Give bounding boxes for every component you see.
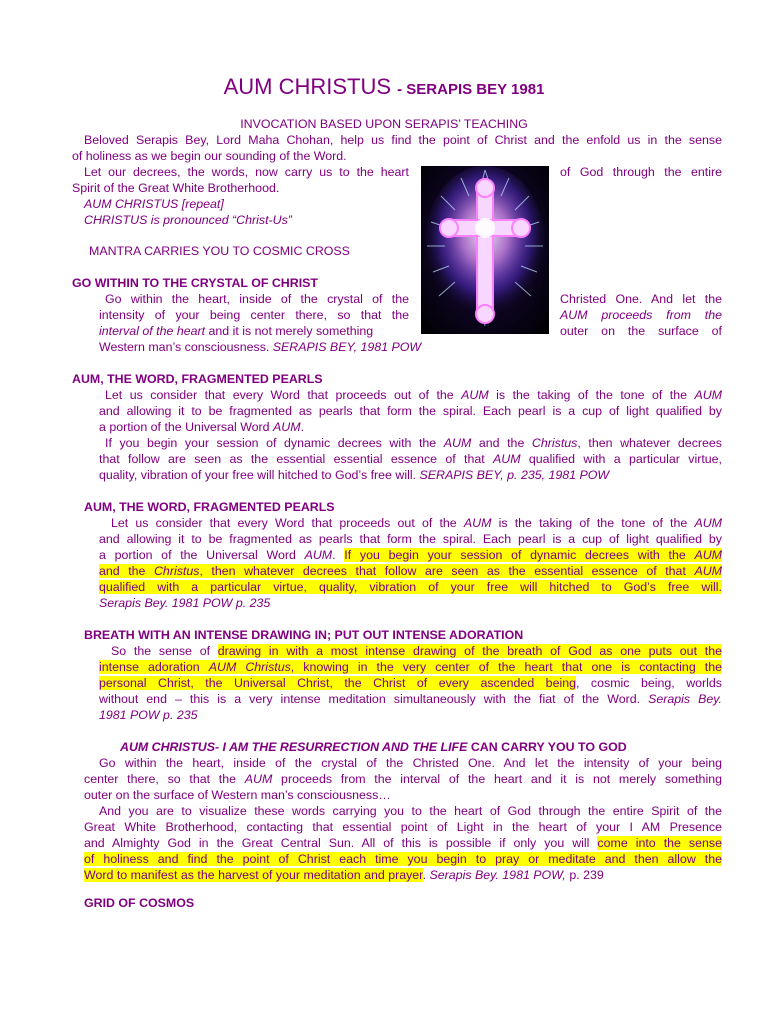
text: a portion of the Universal Word: [99, 420, 274, 434]
text: p. 239: [565, 868, 604, 882]
cross-icon: [421, 166, 549, 334]
title-main: AUM CHRISTUS: [223, 74, 398, 99]
highlighted-text: [344, 548, 722, 562]
invocation-line: Beloved Serapis Bey, Lord Maha Chohan, help us find the point of Christ and the enfold us in the sense: [84, 133, 722, 147]
text-italic: AUM: [463, 516, 492, 530]
text: is the taking of the tone of the: [488, 388, 695, 402]
paragraph-line: [99, 643, 722, 659]
title-subtitle: - SERAPIS BEY 1981: [397, 81, 545, 98]
text-italic: AUM: [443, 436, 472, 450]
highlighted-text: come into the sense: [597, 836, 722, 850]
text: center there, so that the: [84, 772, 245, 786]
paragraph-line: And you are to visualize these words carrying you to the heart of God through the entire Spirit of the: [99, 804, 722, 818]
text: intense adoration: [99, 660, 209, 674]
paragraph-line: [99, 659, 722, 675]
text-italic: Christus: [153, 564, 200, 578]
invocation-line: AUM CHRISTUS [repeat]: [84, 197, 224, 211]
highlighted-text: [99, 564, 722, 578]
paragraph-line: [99, 563, 722, 579]
mantra-heading: MANTRA CARRIES YOU TO COSMIC CROSS: [89, 244, 350, 258]
paragraph-line: outer on the surface of: [560, 324, 722, 338]
paragraph-line: [99, 339, 421, 355]
text-italic: AUM Christus: [208, 660, 291, 674]
invocation-heading: INVOCATION BASED UPON SERAPIS’ TEACHING: [240, 117, 528, 131]
text-italic: AUM: [273, 420, 301, 434]
text: a portion of the Universal Word: [99, 548, 305, 562]
paragraph-line: [99, 547, 722, 563]
text: , then whatever decrees that follow are seen as the essential essence of that: [199, 564, 695, 578]
text: If you begin your session of dynamic decrees with the: [105, 436, 444, 450]
text: Let us consider that every Word that proceeds out of the: [105, 388, 462, 402]
paragraph-line: [99, 579, 722, 595]
text: , knowing in the very center of the heart that one is contacting the: [290, 660, 722, 674]
section-heading: GRID OF COSMOS: [84, 896, 195, 910]
invocation-line: Spirit of the Great White Brotherhood.: [72, 181, 280, 195]
text: .: [332, 548, 345, 562]
text: and the: [471, 436, 532, 450]
section-heading: BREATH WITH AN INTENSE DRAWING IN; PUT OUT INTENSE ADORATION: [84, 628, 524, 642]
text: qualified with a particular virtue,: [520, 452, 722, 466]
text: and Almighty God in the Great Central Sun. All of this is possible if only you will: [84, 836, 598, 850]
text-italic: AUM: [304, 548, 333, 562]
paragraph-line: Go within the heart, inside of the crystal of the: [105, 292, 409, 306]
text-italic: AUM: [694, 516, 723, 530]
heading-italic: AUM CHRISTUS- I AM THE RESURRECTION AND THE LIFE: [120, 740, 468, 754]
paragraph-line: [99, 675, 722, 691]
text: If you begin your session of dynamic decrees with the: [344, 548, 695, 562]
invocation-line: of God through the entire: [560, 165, 722, 179]
paragraph-line: and allowing it to be fragmented as pearls that form the spiral. Each pearl is a cup of light qualified by: [99, 404, 722, 418]
paragraph-line: [99, 419, 304, 435]
paragraph-line: intensity of your being center there, so that the: [99, 308, 409, 322]
paragraph-line: outer on the surface of Western man’s consciousness…: [84, 788, 391, 802]
invocation-line: Let our decrees, the words, now carry us to the heart: [84, 165, 409, 179]
text-italic: Christus: [531, 436, 578, 450]
citation: 1981 POW p. 235: [99, 708, 198, 722]
invocation-line: of holiness as we begin our sounding of the Word.: [72, 149, 347, 163]
paragraph-line: Great White Brotherhood, contacting that essential point of Light in the heart of your I AM Presence: [84, 820, 722, 834]
citation: Serapis Bey. 1981 POW p. 235: [99, 596, 271, 610]
text: , cosmic being, worlds: [576, 676, 722, 690]
paragraph-line: [99, 451, 722, 467]
text: So the sense of: [111, 644, 218, 658]
text: that follow are seen as the essential essential essence of that: [99, 452, 494, 466]
text: Western man’s consciousness.: [99, 340, 273, 354]
text-italic: AUM: [461, 388, 489, 402]
paragraph-line: [84, 851, 722, 867]
invocation-line: CHRISTUS is pronounced “Christ-Us”: [84, 213, 292, 227]
citation: Serapis Bey. 1981 POW,: [429, 868, 566, 882]
heading-text: CAN CARRY YOU TO GOD: [467, 740, 627, 754]
paragraph-line: [84, 835, 722, 851]
text: and it is not merely something: [205, 324, 374, 338]
paragraph-line: Go within the heart, inside of the crystal of the Christed One. And let the intensity of your being: [99, 756, 722, 770]
paragraph-line: [99, 691, 722, 707]
text: proceeds from the interval of the heart and it is not merely something: [272, 772, 722, 786]
paragraph-line: AUM proceeds from the: [560, 308, 722, 322]
text-italic: AUM: [244, 772, 273, 786]
glowing-cross-image: [421, 166, 549, 334]
text-italic: AUM: [493, 452, 521, 466]
page-title: [0, 74, 768, 100]
text: .: [422, 868, 430, 882]
paragraph-line: Christed One. And let the: [560, 292, 722, 306]
highlighted-text: of holiness and find the point of Christ each time you begin to pray or meditate and then allow the: [84, 852, 722, 866]
highlighted-text: [99, 660, 722, 674]
paragraph-line: [99, 467, 609, 483]
highlighted-text: drawing in with a most intense drawing of the breath of God as one puts out the: [217, 644, 722, 658]
text: and the: [99, 564, 154, 578]
text: Let us consider that every Word that proceeds out of the: [111, 516, 464, 530]
text-italic: AUM: [694, 548, 722, 562]
text: is the taking of the tone of the: [491, 516, 695, 530]
text-italic: AUM: [694, 388, 723, 402]
highlighted-text: Word to manifest as the harvest of your meditation and prayer: [84, 868, 423, 882]
citation: Serapis Bey.: [648, 692, 722, 706]
paragraph-line: and allowing it to be fragmented as pearls that form the spiral. Each pearl is a cup of light qualified by: [99, 532, 722, 546]
highlighted-text: personal Christ, the Universal Christ, the Christ of every ascended being: [99, 676, 577, 690]
text-italic: interval of the heart: [99, 324, 206, 338]
section-heading: AUM, THE WORD, FRAGMENTED PEARLS: [72, 372, 323, 386]
paragraph-line: [84, 771, 722, 787]
paragraph-line: [99, 435, 722, 451]
text-italic: AUM: [694, 564, 722, 578]
section-heading: GO WITHIN TO THE CRYSTAL OF CHRIST: [72, 276, 318, 290]
text: quality, vibration of your free will hitched to God’s free will.: [99, 468, 420, 482]
highlighted-text: qualified with a particular virtue, quality, vibration of your free will hitched to God’s free will.: [99, 580, 722, 594]
text: .: [300, 420, 305, 434]
citation: SERAPIS BEY, p. 235, 1981 POW: [419, 468, 610, 482]
section-heading: [120, 739, 627, 755]
text: , then whatever decrees: [577, 436, 722, 450]
paragraph-line: [99, 515, 722, 531]
citation: SERAPIS BEY, 1981 POW: [272, 340, 422, 354]
section-heading: AUM, THE WORD, FRAGMENTED PEARLS: [84, 500, 335, 514]
paragraph-line: [84, 867, 604, 883]
paragraph-line: [99, 387, 722, 403]
paragraph-line: [99, 323, 373, 339]
text: without end – this is a very intense meditation simultaneously with the fiat of the Word.: [99, 692, 649, 706]
